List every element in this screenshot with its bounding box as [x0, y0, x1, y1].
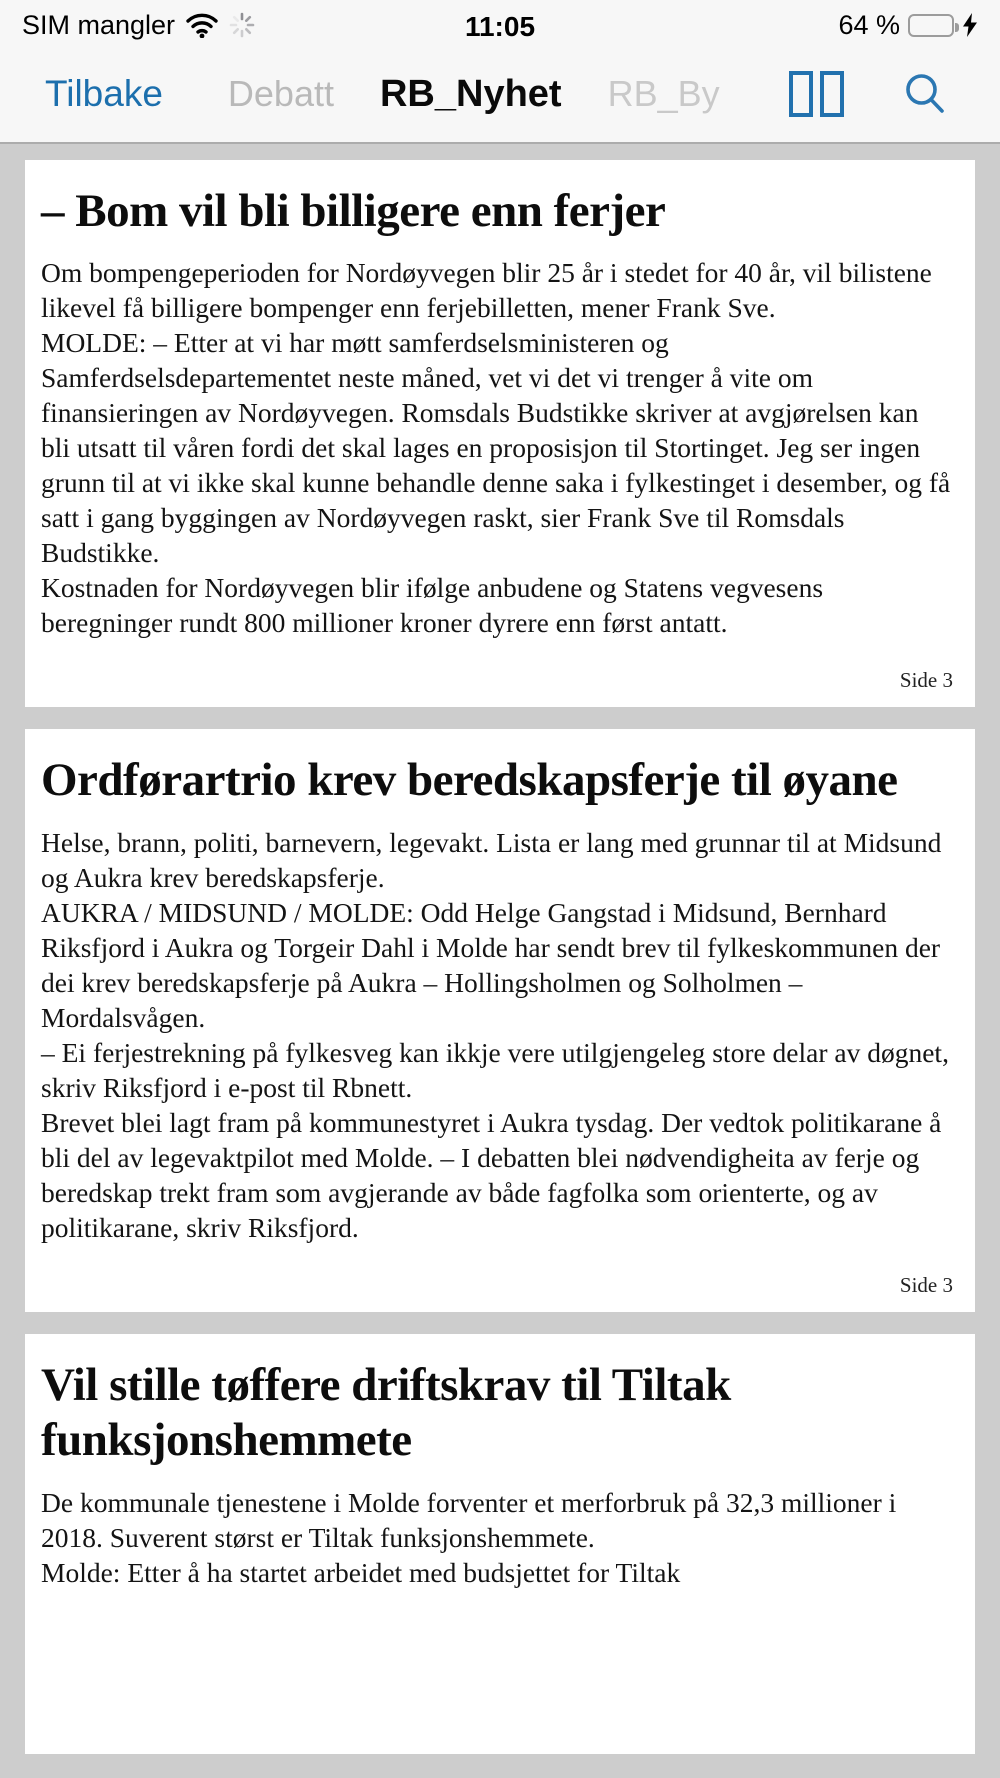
status-bar: [0, 0, 1000, 46]
page-number-label: Side 3: [899, 668, 953, 693]
article-paragraph: – Ei ferjestrekning på fylkesveg kan ikkje vere utilgjengeleg store delar av døgnet, skriv Riksfjord i e-post til Rbnett.: [41, 1036, 949, 1103]
article-card[interactable]: [25, 1334, 975, 1754]
section-tabs: [228, 73, 789, 116]
nav-bar: [0, 46, 1000, 144]
article-title: Ordførartrio krev beredskapsferje til øyane: [41, 754, 898, 807]
clock: 11:05: [464, 11, 536, 42]
charging-bolt-icon: [962, 12, 978, 38]
tab-rb-nyhet[interactable]: RB_Nyhet: [379, 72, 562, 115]
article-paragraph: MOLDE: – Etter at vi har møtt samferdselsministeren og Samferdselsdepartementet neste måned, vet vi det vi trenger å vite om finansieringen av Nordøyvegen. Romsdals Budstikke skriver at avgjørelsen kan bli utsatt til våren fordi det skal lages en proposisjon til Stortinget. Jeg ser ingen grunn til at vi ikke skal kunne behandle denne saka i fylkestinget i desember, og få satt i gang byggingen av Nordøyvegen raskt, sier Frank Sve til Romsdals Budstikke.: [41, 327, 951, 569]
article-paragraph: Helse, brann, politi, barnevern, legevakt. Lista er lang med grunnar til at Midsund og Aukra krev beredskapsferje.: [41, 826, 942, 893]
article-paragraph: AUKRA / MIDSUND / MOLDE: Odd Helge Gangstad i Midsund, Bernhard Riksfjord i Aukra og Torgeir Dahl i Molde har sendt brev til fylkeskommunen der dei krev beredskapsferje på Aukra – Hollingsholmen og Solholmen – Mordalsvågen.: [41, 896, 941, 1033]
search-icon[interactable]: [902, 71, 948, 117]
page-number-label: Side 3: [899, 1272, 953, 1297]
back-button[interactable]: Tilbake: [45, 73, 163, 114]
battery-icon: [908, 14, 954, 37]
article-list: [0, 144, 1000, 1754]
article-card[interactable]: [25, 729, 975, 1311]
article-paragraph: De kommunale tjenestene i Molde forventer et merforbruk på 32,3 millioner i 2018. Suverent størst er Tiltak funksjonshemmete.: [41, 1486, 897, 1553]
article-title: – Bom vil bli billigere enn ferjer: [41, 185, 666, 237]
article-paragraph: Om bompengeperioden for Nordøyvegen blir 25 år i stedet for 40 år, vil bilistene likevel få billigere bompenger enn ferjebilletten, mener Frank Sve.: [41, 257, 932, 324]
article-paragraph: Kostnaden for Nordøyvegen blir ifølge anbudene og Statens vegvesens beregninger rundt 800 millioner kroner dyrere enn først antatt.: [41, 572, 824, 639]
article-paragraph: Molde: Etter å ha startet arbeidet med budsjettet for Tiltak: [41, 1556, 681, 1588]
two-page-view-icon[interactable]: [789, 71, 844, 117]
battery-percent-label: 64 %: [838, 9, 900, 40]
article-card[interactable]: [25, 160, 975, 707]
carrier-label: SIM mangler: [22, 9, 176, 40]
tab-rb-by[interactable]: RB_By: [607, 72, 720, 114]
article-title: Vil stille tøffere driftskrav til Tiltak funksjonshemmete: [41, 1358, 731, 1467]
article-paragraph: Brevet blei lagt fram på kommunestyret i Aukra tysdag. Der vedtok politikarane å bli del av legevaktpilot med Molde. – I debatten blei nødvendigheita av ferje og beredskap trekt fram som avgjerande av både fagfolka som orienterte, og av politikarane, skriv Riksfjord.: [41, 1106, 942, 1243]
tab-debatt[interactable]: Debatt: [227, 72, 334, 114]
